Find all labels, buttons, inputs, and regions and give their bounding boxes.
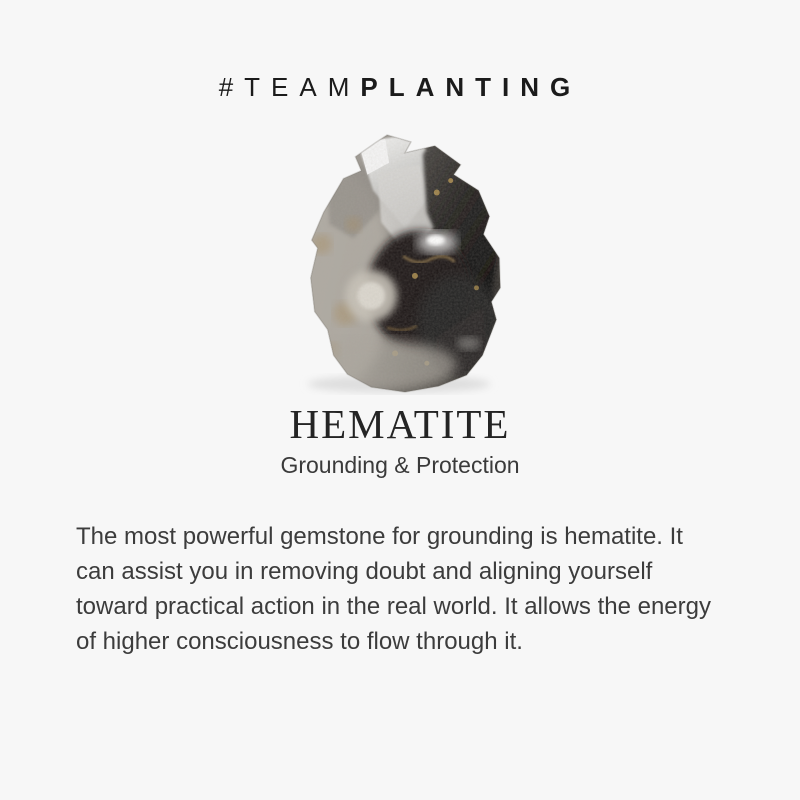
hematite-stone-image: [287, 129, 527, 397]
gem-name: HEMATITE: [289, 401, 511, 447]
gem-subtitle: Grounding & Protection: [280, 452, 520, 479]
hashtag-title: [219, 72, 582, 103]
hashtag-bold-part: PLANTING: [360, 72, 582, 102]
hematite-stone-illustration: [287, 129, 527, 397]
hashtag-light-part: #TEAM: [218, 72, 361, 102]
gem-description: The most powerful gemstone for grounding is hematite. It can assist you in removing doubt and aligning yourself toward practical action in the real world. It allows the energy of higher consciousness to flow through it.: [76, 523, 711, 656]
